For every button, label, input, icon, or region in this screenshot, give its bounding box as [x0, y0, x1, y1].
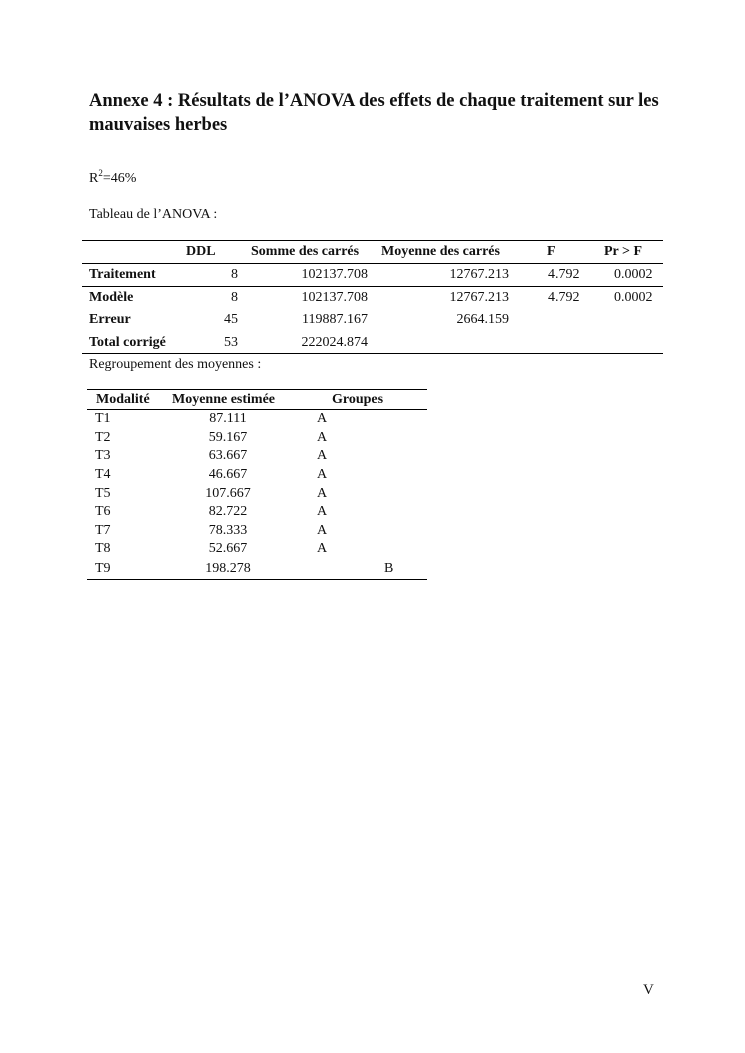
r-squared-prefix: R: [89, 171, 99, 186]
means-cell-modalite: T5: [95, 486, 111, 501]
anova-header-ms: Moyenne des carrés: [381, 244, 500, 259]
means-cell-mean: 82.722: [208, 504, 248, 519]
means-cell-group-a: A: [317, 541, 328, 556]
anova-header-f: F: [547, 244, 556, 259]
anova-cell-ss: 119887.167: [302, 312, 368, 327]
means-cell-modalite: T8: [95, 541, 111, 556]
means-cell-group-a: A: [317, 411, 328, 426]
means-header-groupes: Groupes: [332, 392, 384, 407]
means-cell-modalite: T4: [95, 467, 111, 482]
means-cell-mean: 87.111: [209, 411, 247, 426]
anova-cell-ss: 102137.708: [301, 267, 368, 282]
means-cell-mean: 107.667: [205, 486, 251, 501]
means-cell-mean: 46.667: [208, 467, 248, 482]
page-number: V: [643, 982, 654, 998]
anova-cell-ddl: 53: [224, 335, 238, 350]
r-squared-value: =46%: [102, 171, 137, 186]
means-cell-mean: 59.167: [208, 430, 248, 445]
anova-row-rule: [82, 286, 663, 287]
means-cell-group-a: A: [317, 523, 328, 538]
means-table: [87, 389, 427, 580]
anova-top-rule: [82, 240, 663, 241]
anova-table: [82, 240, 663, 354]
anova-row-label: Total corrigé: [89, 335, 166, 350]
r-squared: [89, 168, 137, 187]
anova-cell-ms: 12767.213: [449, 267, 509, 282]
means-cell-group-a: A: [317, 448, 328, 463]
means-cell-mean: 78.333: [208, 523, 248, 538]
means-caption: Regroupement des moyennes :: [89, 357, 262, 372]
means-top-rule: [87, 389, 427, 390]
means-cell-mean: 63.667: [208, 448, 248, 463]
anova-cell-ddl: 8: [231, 290, 238, 305]
anova-header-rule: [82, 263, 663, 264]
means-cell-mean: 52.667: [208, 541, 248, 556]
means-cell-group-b: B: [384, 561, 394, 576]
anova-cell-ss: 222024.874: [301, 335, 368, 350]
page-title: Annexe 4 : Résultats de l’ANOVA des effets de chaque traitement sur les mauvaises herbes: [89, 91, 659, 135]
means-cell-modalite: T9: [95, 561, 111, 576]
anova-cell-p: 0.0002: [614, 290, 653, 305]
means-header-rule: [87, 409, 427, 410]
means-cell-group-a: A: [317, 467, 328, 482]
anova-row-label: Traitement: [89, 267, 156, 282]
means-cell-modalite: T3: [95, 448, 111, 463]
anova-cell-ms: 2664.159: [456, 312, 509, 327]
anova-header-p: Pr > F: [604, 244, 643, 259]
means-cell-group-a: A: [317, 430, 328, 445]
r-squared-exponent: 2: [98, 168, 103, 178]
anova-cell-f: 4.792: [548, 290, 580, 305]
anova-cell-ss: 102137.708: [301, 290, 368, 305]
anova-cell-ddl: 45: [224, 312, 238, 327]
means-cell-group-a: A: [317, 504, 328, 519]
means-cell-modalite: T6: [95, 504, 111, 519]
means-header-moyenne: Moyenne estimée: [172, 392, 276, 407]
anova-row-label: Erreur: [89, 312, 131, 327]
means-cell-modalite: T1: [95, 411, 111, 426]
anova-cell-f: 4.792: [548, 267, 580, 282]
means-cell-modalite: T7: [95, 523, 111, 538]
anova-bottom-rule: [82, 353, 663, 354]
anova-cell-p: 0.0002: [614, 267, 653, 282]
anova-header-ddl: DDL: [186, 244, 216, 259]
means-cell-mean: 198.278: [205, 561, 251, 576]
means-header-modalite: Modalité: [96, 392, 150, 407]
means-cell-group-a: A: [317, 486, 328, 501]
anova-row-label: Modèle: [89, 290, 134, 305]
means-bottom-rule: [87, 579, 427, 580]
means-cell-modalite: T2: [95, 430, 111, 445]
anova-caption: Tableau de l’ANOVA :: [89, 207, 218, 222]
anova-cell-ms: 12767.213: [449, 290, 509, 305]
anova-cell-ddl: 8: [231, 267, 238, 282]
anova-header-ss: Somme des carrés: [251, 244, 360, 259]
